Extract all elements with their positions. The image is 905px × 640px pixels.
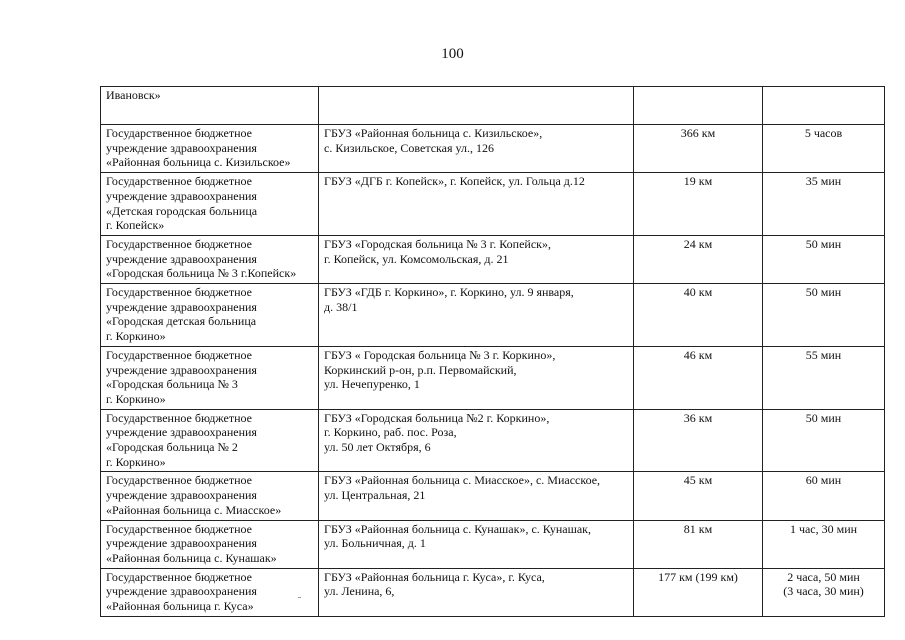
institution-cell [101, 235, 319, 283]
distance-cell-line: 46 км [683, 347, 713, 362]
institution-cell [101, 284, 319, 347]
page-number: 100 [441, 46, 464, 62]
institution-cell [101, 87, 319, 125]
hospital-table [100, 86, 885, 617]
table-row [101, 568, 885, 616]
distance-cell [634, 235, 763, 283]
facility-cell-line: ГБУЗ «Городская больница № 3 г. Копейск», [324, 236, 551, 251]
facility-cell-line: ул. 50 лет Октября, 6 [324, 440, 431, 455]
facility-cell-line: ГБУЗ «Районная больница с. Миасское», с. Миасское, [324, 473, 601, 488]
institution-cell-line: «Районная больница с. Кизильское» [106, 155, 291, 170]
distance-cell [634, 520, 763, 568]
institution-cell [101, 409, 319, 472]
travel-time-cell [763, 520, 885, 568]
travel-time-cell-line: 5 часов [804, 126, 843, 140]
distance-cell [634, 284, 763, 347]
travel-time-cell-line: 35 мин [805, 174, 842, 189]
facility-cell-line: ГБУЗ «Районная больница г. Куса», г. Куса, [324, 569, 545, 584]
institution-cell-line: «Районная больница с. Кунашак» [106, 550, 277, 565]
facility-cell [319, 409, 634, 472]
travel-time-cell [763, 284, 885, 347]
institution-cell-line: «Городская больница № 3 [106, 377, 238, 392]
distance-cell-line: 19 км [683, 174, 713, 189]
distance-cell [634, 409, 763, 472]
institution-cell [101, 125, 319, 173]
institution-cell-line: «Районная больница с. Миасское» [106, 502, 282, 517]
institution-cell-line: Государственное бюджетное [106, 285, 252, 300]
facility-cell-line: ГБУЗ «ДГБ г. Копейск», г. Копейск, ул. Гольца д.12 [324, 174, 585, 189]
distance-cell [634, 472, 763, 520]
institution-cell-line: г. Коркино» [106, 454, 166, 469]
travel-time-cell [763, 235, 885, 283]
facility-cell-line: ГБУЗ «Районная больница с. Кунашак», с. Кунашак, [324, 521, 592, 536]
institution-cell-line: учреждение здравоохранения [106, 140, 257, 155]
facility-cell-line: ГБУЗ «ГДБ г. Коркино», г. Коркино, ул. 9 января, [324, 285, 574, 300]
distance-cell-line: 366 км [680, 126, 716, 140]
institution-cell-line: учреждение здравоохранения [106, 488, 257, 503]
institution-cell-line: г. Коркино» [106, 329, 166, 344]
table-row [101, 284, 885, 347]
distance-cell-line: 81 км [683, 521, 713, 536]
institution-cell-line: учреждение здравоохранения [106, 362, 257, 377]
facility-cell-line: ул. Центральная, 21 [324, 488, 426, 503]
scan-speck [298, 597, 301, 598]
table-row [101, 520, 885, 568]
travel-time-cell-line: 50 мин [805, 285, 842, 300]
facility-cell [319, 87, 634, 125]
distance-cell-line: 36 км [683, 410, 713, 425]
travel-time-cell-line: 1 час, 30 мин [789, 521, 858, 536]
facility-cell [319, 568, 634, 616]
institution-cell-line: учреждение здравоохранения [106, 188, 257, 203]
institution-cell-line: Государственное бюджетное [106, 126, 252, 140]
institution-cell-line: «Городская больница № 3 г.Копейск» [106, 266, 297, 281]
distance-cell [634, 125, 763, 173]
table-row [101, 409, 885, 472]
table-row [101, 346, 885, 409]
facility-cell [319, 125, 634, 173]
travel-time-cell-line: 50 мин [805, 410, 842, 425]
facility-cell-line: д. 38/1 [324, 299, 358, 314]
travel-time-cell [763, 173, 885, 236]
table-body [101, 87, 885, 617]
travel-time-cell-line: 2 часа, 50 мин [787, 569, 860, 584]
table-row [101, 173, 885, 236]
travel-time-cell-line: 50 мин [805, 236, 842, 251]
facility-cell-line: с. Кизильское, Советская ул., 126 [324, 140, 494, 155]
institution-cell-line: Государственное бюджетное [106, 174, 252, 189]
institution-cell-line: Государственное бюджетное [106, 347, 252, 362]
institution-cell-line: «Городская больница № 2 [106, 440, 238, 455]
facility-cell-line: ул. Больничная, д. 1 [324, 536, 426, 551]
table-row [101, 472, 885, 520]
institution-cell-line: «Детская городская больница [106, 203, 258, 218]
facility-cell-line: ГБУЗ «Районная больница с. Кизильское», [324, 126, 543, 140]
institution-cell-line: учреждение здравоохранения [106, 251, 257, 266]
institution-cell-line: «Городская детская больница [106, 314, 257, 329]
facility-cell [319, 520, 634, 568]
travel-time-cell-line: 60 мин [805, 473, 842, 488]
institution-cell-line: г. Копейск» [106, 218, 165, 233]
facility-cell [319, 284, 634, 347]
facility-cell-line: г. Коркино, раб. пос. Роза, [324, 425, 457, 440]
table-row [101, 235, 885, 283]
facility-cell-line: г. Копейск, ул. Комсомольская, д. 21 [324, 251, 509, 266]
distance-cell [634, 173, 763, 236]
distance-cell-line: 45 км [683, 473, 713, 488]
table-row [101, 125, 885, 173]
institution-cell-line: г. Коркино» [106, 391, 166, 406]
distance-cell [634, 568, 763, 616]
distance-cell [634, 87, 763, 125]
institution-cell-line: учреждение здравоохранения [106, 536, 257, 551]
institution-cell-line: Государственное бюджетное [106, 521, 252, 536]
travel-time-cell-line: 55 мин [805, 347, 842, 362]
distance-cell-line: 24 км [683, 236, 713, 251]
distance-cell-line: 177 км (199 км) [658, 569, 738, 584]
facility-cell-line: ГБУЗ «Городская больница №2 г. Коркино», [324, 410, 550, 425]
institution-cell [101, 173, 319, 236]
travel-time-cell [763, 409, 885, 472]
facility-cell [319, 235, 634, 283]
institution-cell-line: «Районная больница г. Куса» [106, 599, 254, 614]
institution-cell-line: Государственное бюджетное [106, 569, 252, 584]
institution-cell-line: учреждение здравоохранения [106, 299, 257, 314]
travel-time-cell [763, 568, 885, 616]
travel-time-cell [763, 87, 885, 125]
facility-cell-line: Коркинский р-он, р.п. Первомайский, [324, 362, 517, 377]
institution-cell-line: учреждение здравоохранения [106, 584, 257, 599]
facility-cell-line: ул. Нечепуренко, 1 [324, 377, 420, 392]
institution-cell-line: Ивановск» [106, 88, 161, 102]
table-row [101, 87, 885, 125]
facility-cell-line: ул. Ленина, 6, [324, 584, 395, 599]
institution-cell-line: Государственное бюджетное [106, 410, 252, 425]
facility-cell [319, 346, 634, 409]
facility-cell-line: ГБУЗ « Городская больница № 3 г. Коркино», [324, 347, 556, 362]
travel-time-cell-line: (3 часа, 30 мин) [783, 584, 864, 599]
institution-cell [101, 346, 319, 409]
distance-cell [634, 346, 763, 409]
institution-cell [101, 520, 319, 568]
distance-cell-line: 40 км [683, 285, 713, 300]
travel-time-cell [763, 125, 885, 173]
institution-cell-line: учреждение здравоохранения [106, 425, 257, 440]
travel-time-cell [763, 472, 885, 520]
travel-time-cell [763, 346, 885, 409]
institution-cell [101, 568, 319, 616]
facility-cell [319, 173, 634, 236]
institution-cell-line: Государственное бюджетное [106, 236, 252, 251]
institution-cell-line: Государственное бюджетное [106, 473, 252, 488]
facility-cell [319, 472, 634, 520]
institution-cell [101, 472, 319, 520]
